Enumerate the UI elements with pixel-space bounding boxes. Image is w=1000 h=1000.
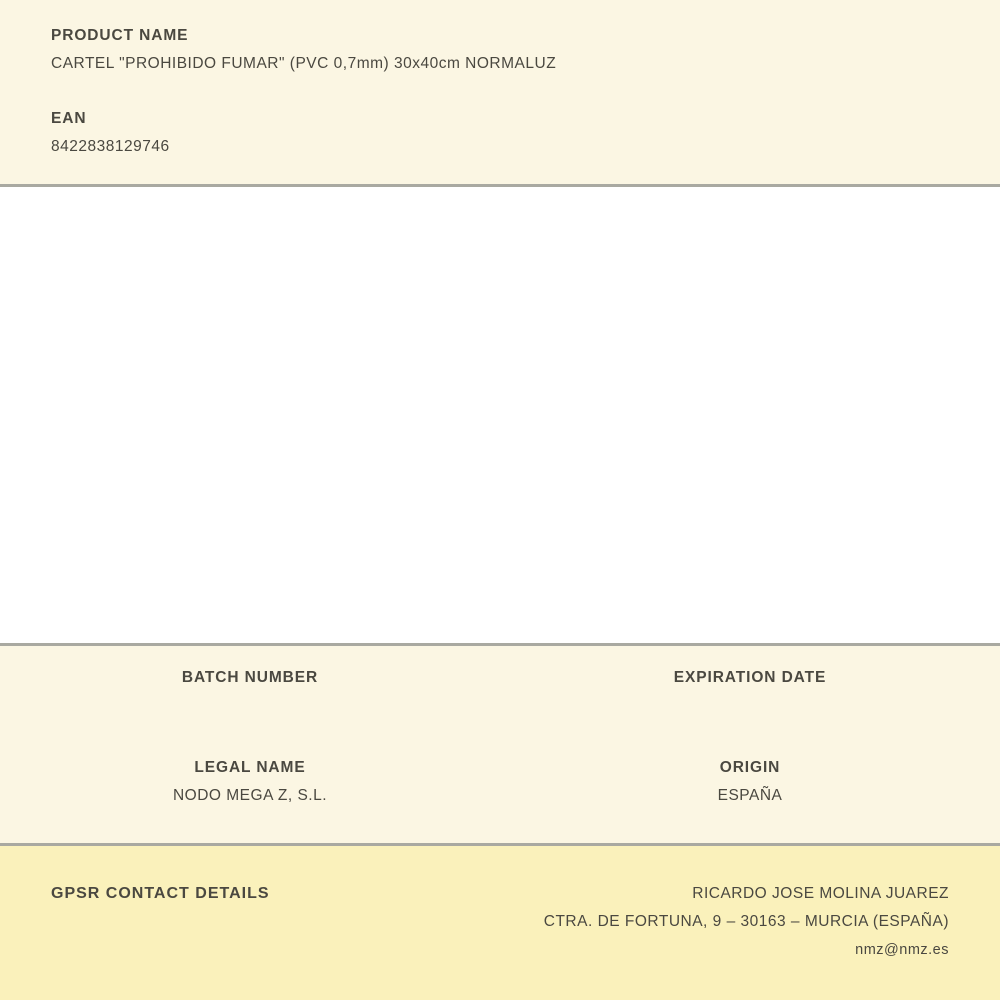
legal-name-field	[0, 758, 500, 843]
origin-value: ESPAÑA	[717, 787, 783, 804]
expiration-date-label: EXPIRATION DATE	[673, 669, 827, 686]
gpsr-contact-section	[0, 846, 1000, 1000]
legal-name-value: NODO MEGA Z, S.L.	[172, 787, 328, 804]
details-section	[0, 646, 1000, 843]
expiration-date-field	[500, 668, 1000, 758]
ean-field	[51, 109, 950, 156]
gpsr-contact-address: CTRA. DE FORTUNA, 9 – 30163 – MURCIA (ESPAÑA)	[543, 913, 949, 930]
product-name-field	[51, 26, 950, 73]
product-info-section	[0, 0, 1000, 184]
origin-label: ORIGIN	[719, 759, 781, 776]
legal-name-label: LEGAL NAME	[194, 759, 306, 776]
gpsr-contact-block	[544, 884, 949, 968]
batch-number-field	[0, 668, 500, 758]
expiration-date-value	[500, 696, 1000, 715]
product-name-value: CARTEL "PROHIBIDO FUMAR" (PVC 0,7mm) 30x40cm NORMALUZ	[51, 55, 557, 72]
gpsr-contact-label: GPSR CONTACT DETAILS	[51, 885, 270, 902]
ean-value: 8422838129746	[51, 138, 170, 155]
blank-content-area	[0, 187, 1000, 643]
gpsr-contact-name: RICARDO JOSE MOLINA JUAREZ	[692, 885, 949, 902]
batch-number-label: BATCH NUMBER	[181, 669, 319, 686]
origin-field	[500, 758, 1000, 843]
ean-label: EAN	[51, 110, 87, 127]
product-name-label: PRODUCT NAME	[51, 27, 189, 44]
batch-number-value	[0, 696, 500, 715]
gpsr-contact-email: nmz@nmz.es	[855, 942, 949, 958]
